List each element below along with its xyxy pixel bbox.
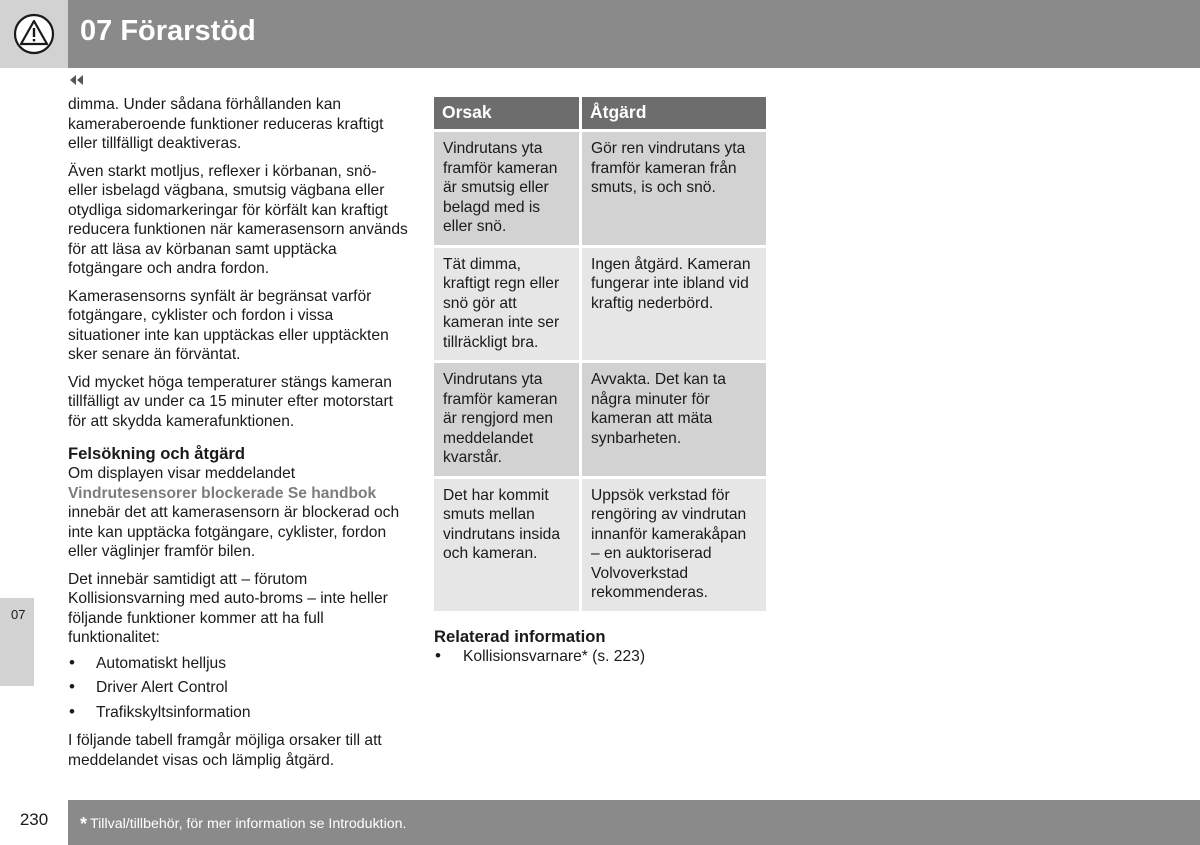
- double-chevron-left-icon[interactable]: [68, 74, 86, 86]
- footer-bar: [68, 800, 1200, 845]
- cause-cell: Det har kommit smuts mellan vindrutans insida och kameran.: [434, 479, 582, 614]
- chapter-title: 07 Förarstöd: [80, 15, 256, 47]
- table-row: [434, 132, 766, 248]
- body-paragraph: Även starkt motljus, reflexer i körbanan, snö- eller isbelagd vägbana, smutsig vägbana eller otydliga sidomarkeringar för körfält kan kraftigt reducera funktionen när kamerasensorn används för att läsa av körbanan samt upptäcka fotgängare och andra fordon.: [68, 162, 408, 277]
- left-column: [68, 95, 408, 778]
- footnote-star: *: [80, 814, 88, 834]
- action-cell: Ingen åtgärd. Kameran fungerar inte ibland vid kraftig nederbörd.: [582, 248, 766, 364]
- list-item: • Automatiskt helljus: [68, 654, 408, 679]
- cause-action-table: [434, 97, 766, 614]
- related-link[interactable]: • Kollisionsvarnare* (s. 223): [434, 647, 766, 667]
- display-message: Vindrutesensorer blockerade Se handbok: [68, 484, 377, 502]
- list-item: • Trafikskyltsinformation: [68, 703, 408, 728]
- consequence-paragraph: Det innebär samtidigt att – förutom Kollisionsvarning med auto-broms – inte heller följande funktioner kommer att ha full funktionalitet:: [68, 570, 388, 646]
- header-cause: Orsak: [434, 97, 582, 132]
- footnote-text: Tillval/tillbehör, för mer information se Introduktion.: [90, 816, 407, 832]
- troubleshoot-heading: Felsökning och åtgärd: [68, 444, 246, 463]
- table-row: [434, 363, 766, 479]
- related-info-heading: Relaterad information: [434, 626, 606, 646]
- chapter-side-tab-label: 07: [11, 607, 26, 622]
- related-info-list: [434, 647, 766, 667]
- cause-cell: Vindrutans yta framför kameran är rengjord men meddelandet kvarstår.: [434, 363, 582, 479]
- cause-cell: Vindrutans yta framför kameran är smutsig eller belagd med is eller snö.: [434, 132, 582, 248]
- footer-note: [80, 814, 406, 835]
- chapter-side-tab: [0, 598, 34, 686]
- action-cell: Avvakta. Det kan ta några minuter för kameran att mäta synbarheten.: [582, 363, 766, 479]
- right-column: [434, 97, 766, 666]
- cause-cell: Tät dimma, kraftigt regn eller snö gör att kameran inte ser tillräckligt bra.: [434, 248, 582, 364]
- body-paragraph: Kamerasensorns synfält är begränsat varför fotgängare, cyklister och fordon i vissa situationer inte kan upptäckas eller upptäckten sker senare än förväntat.: [68, 287, 389, 363]
- table-intro-paragraph: I följande tabell framgår möjliga orsaker till att meddelandet visas och lämplig åtgärd.: [68, 732, 382, 769]
- table-header-row: [434, 97, 766, 132]
- body-paragraph: dimma. Under sådana förhållanden kan kameraberoende funktioner reduceras kraftigt eller tillfälligt deaktiveras.: [68, 96, 384, 152]
- troubleshoot-explanation: innebär det att kamerasensorn är blockerad och inte kan upptäcka fotgängare, cyklister, fordon eller väglinjer framför bilen.: [68, 504, 400, 560]
- body-paragraph: Vid mycket höga temperaturer stängs kameran tillfälligt av under ca 15 minuter efter motorstart för att skydda kamerafunktionen.: [68, 373, 394, 430]
- header-action: Åtgärd: [582, 97, 766, 132]
- chapter-header: [68, 0, 1200, 68]
- troubleshoot-intro: Om displayen visar meddelandet: [68, 465, 296, 482]
- troubleshoot-paragraph: [68, 464, 408, 562]
- action-cell: Uppsök verkstad för rengöring av vindrutan innanför kamerakåpan – en auktoriserad Volvoverkstad rekommenderas.: [582, 479, 766, 614]
- chapter-icon-box: [0, 0, 68, 68]
- page-number: 230: [19, 810, 49, 829]
- list-item: • Driver Alert Control: [68, 678, 408, 703]
- table-row: [434, 248, 766, 364]
- warning-triangle-icon: [13, 13, 55, 55]
- affected-functions-list: [68, 654, 408, 728]
- table-row: [434, 479, 766, 614]
- action-cell: Gör ren vindrutans yta framför kameran från smuts, is och snö.: [582, 132, 766, 248]
